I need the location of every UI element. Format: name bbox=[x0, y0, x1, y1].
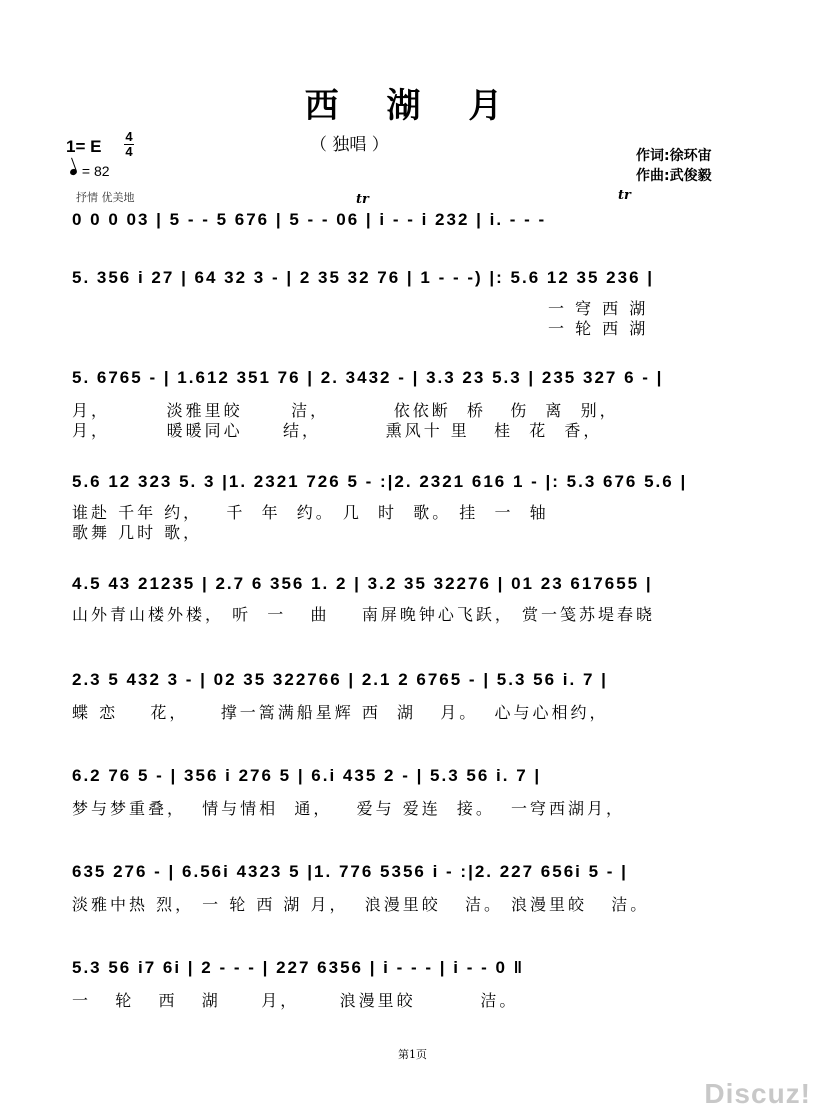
lyric-line-verse1: 谁赴 千年 约， 千 年 约。 几 时 歌。 挂 一 轴 bbox=[72, 503, 549, 522]
notation-line: 4.5 43 21235 | 2.7 6 356 1. 2 | 3.2 35 32276 | 01 23 617655 | bbox=[72, 574, 653, 593]
lyric-line-verse2: 月， 暖暖同心 结， 熏风十 里 桂 花 香， bbox=[72, 421, 603, 440]
notation-line: 0 0 0 03 | 5 - - 5 676 | 5 - - 06 | i - - i 232 | i. - - - bbox=[72, 210, 547, 229]
page-number: 第1页 bbox=[398, 1048, 427, 1061]
score-row bbox=[72, 862, 732, 896]
notation-line: 5. 356 i 27 | 64 32 3 - | 2 35 32 76 | 1 - - -) |: 5.6 12 35 236 | bbox=[72, 268, 655, 287]
time-signature-top: 4 bbox=[125, 129, 133, 144]
lyric-line-verse1: 蝶 恋 花， 撑一篙满船星辉 西 湖 月。 心与心相约， bbox=[72, 703, 609, 722]
score-row bbox=[72, 958, 732, 992]
trill-mark: tr bbox=[356, 192, 369, 207]
lyric-line-verse1: 一 轮 西 湖 月， 浪漫里皎 洁。 bbox=[72, 991, 519, 1010]
score-row bbox=[72, 210, 732, 244]
time-signature-bottom: 4 bbox=[125, 144, 133, 159]
lyric-line-verse1: 山外青山楼外楼， 听 一 曲 南屏晚钟心飞跃， 赏一笺苏堤春晓 bbox=[72, 605, 655, 624]
score-row bbox=[72, 368, 732, 402]
tempo-value: = 82 bbox=[81, 163, 110, 179]
notation-line: 6.2 76 5 - | 356 i 276 5 | 6.i 435 2 - | 5.3 56 i. 7 | bbox=[72, 766, 542, 785]
performance-type: （ 独唱 ） bbox=[310, 135, 389, 155]
song-title: 西 湖 月 bbox=[304, 86, 521, 126]
lyric-line-verse2: 歌舞 几时 歌， bbox=[72, 523, 203, 542]
key-signature: 1= E bbox=[66, 137, 102, 156]
notation-line: 5.6 12 323 5. 3 |1. 2321 726 5 - :|2. 2321 616 1 - |: 5.3 676 5.6 | bbox=[72, 472, 688, 491]
lyric-line-verse1: 梦与梦重叠， 情与情相 通， 爱与 爱连 接。 一穹西湖月， bbox=[72, 799, 626, 818]
notation-line: 2.3 5 432 3 - | 02 35 322766 | 2.1 2 6765 - | 5.3 56 i. 7 | bbox=[72, 670, 608, 689]
notation-line: 5.3 56 i7 6i | 2 - - - | 227 6356 | i - - - | i - - 0 ‖ bbox=[72, 958, 525, 977]
lyric-line-verse1: 月， 淡雅里皎 洁， 依依断 桥 伤 离 别， bbox=[72, 401, 619, 420]
lyric-line-verse1: 一 穹 西 湖 bbox=[548, 299, 649, 318]
quarter-note-icon bbox=[69, 168, 78, 176]
composer: 作曲:武俊毅 bbox=[636, 168, 712, 184]
watermark-logo: Discuz! bbox=[704, 1078, 811, 1109]
trill-mark: tr bbox=[618, 188, 631, 203]
lyricist: 作词:徐环宙 bbox=[636, 148, 712, 164]
expression-marking: 抒情 优美地 bbox=[76, 191, 135, 204]
credits bbox=[636, 146, 712, 186]
notation-line: 635 276 - | 6.56i 4323 5 |1. 776 5356 i - :|2. 227 656i 5 - | bbox=[72, 862, 628, 881]
score-row bbox=[72, 670, 732, 704]
score-row bbox=[72, 766, 732, 800]
lyric-line-verse1: 淡雅中热 烈， 一 轮 西 湖 月， 浪漫里皎 洁。 浪漫里皎 洁。 bbox=[72, 895, 650, 914]
notation-line: 5. 6765 - | 1.612 351 76 | 2. 3432 - | 3.3 23 5.3 | 235 327 6 - | bbox=[72, 368, 664, 387]
tempo-marking bbox=[70, 163, 110, 179]
lyric-line-verse2: 一 轮 西 湖 bbox=[548, 319, 649, 338]
time-signature bbox=[124, 130, 134, 159]
